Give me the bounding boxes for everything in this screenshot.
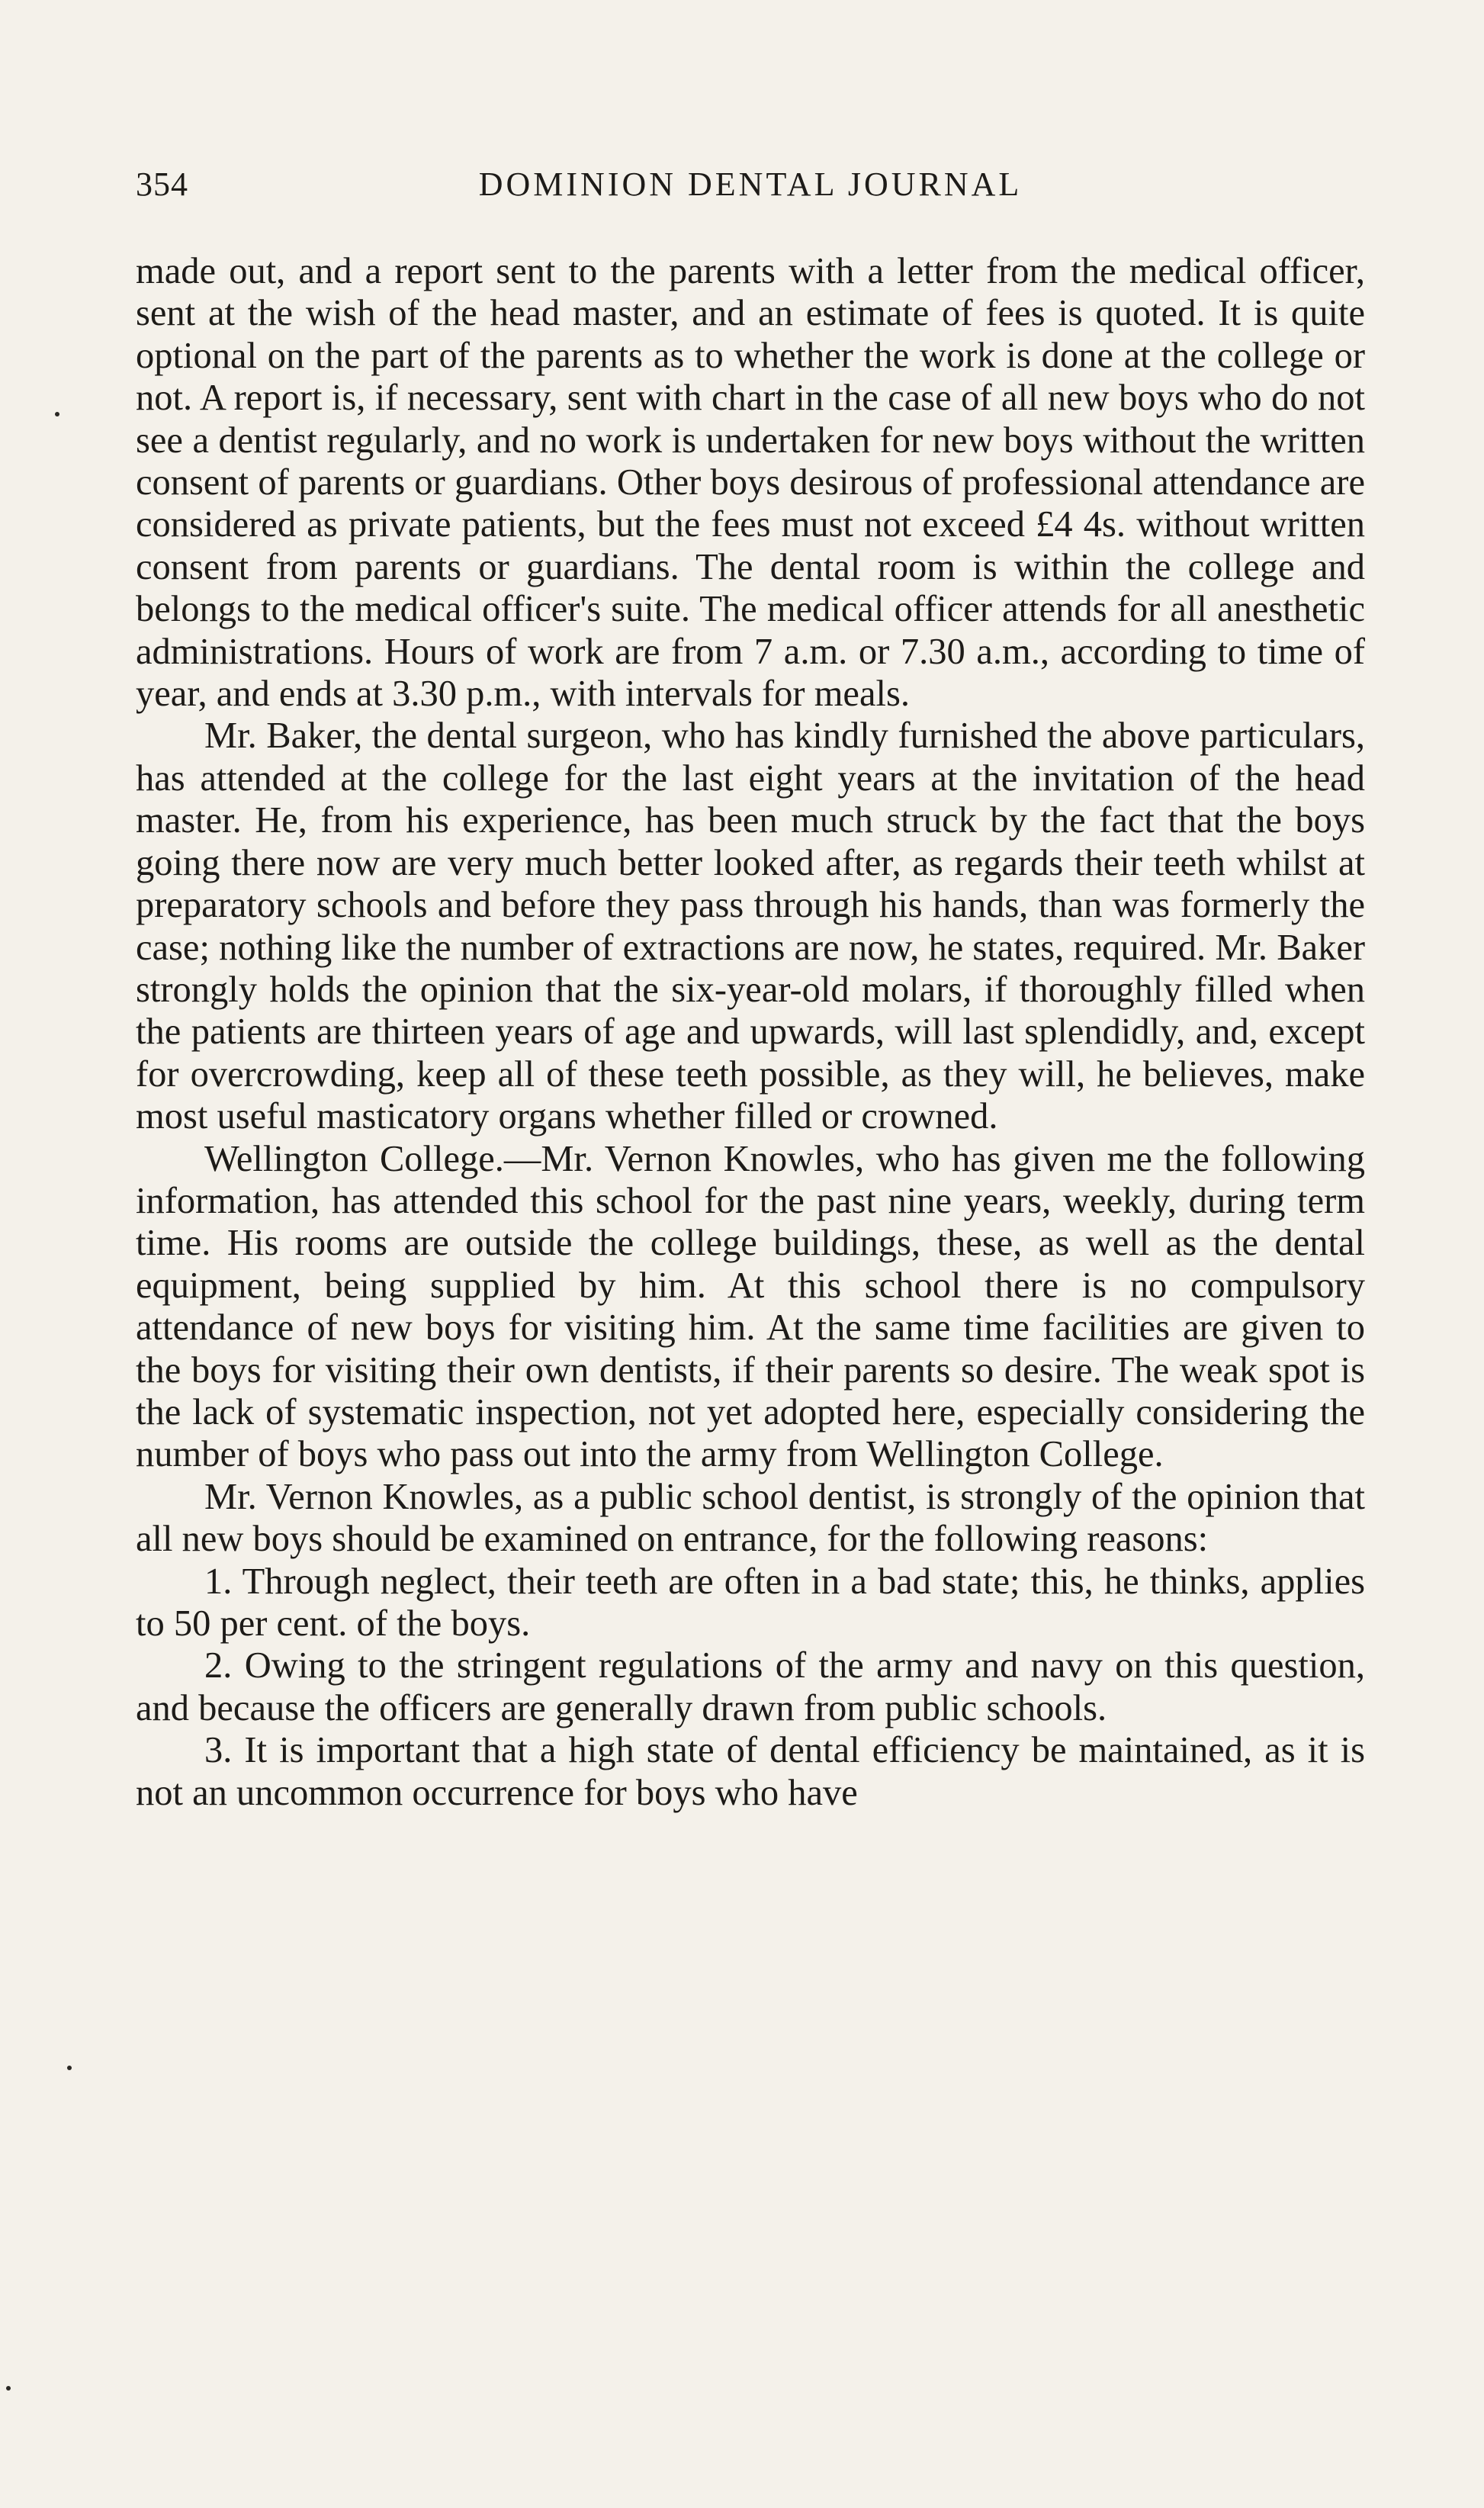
reason-3: 3. It is important that a high state of dental efficiency be maintained, as it is not an uncommon occurrence for boys who have	[136, 1730, 1365, 1813]
article-body	[136, 250, 1365, 1814]
running-head	[136, 150, 1365, 218]
journal-title: DOMINION DENTAL JOURNAL	[478, 166, 1023, 203]
paragraph-continuation: made out, and a report sent to the parents with a letter from the medical officer, sent at the wish of the head master, and an estimate of fees is quoted. It is quite optional on the part of the parents as to whether the work is done at the college or not. A report is, if necessary, sent with chart in the case of all new boys who do not see a dentist regularly, and no work is undertaken for new boys without the written consent of parents or guardians. Other boys desirous of professional attendance are considered as private patients, but the fees must not exceed £4 4s. without written consent from parents or guardians. The dental room is within the college and belongs to the medical officer's suite. The medical officer attends for all anesthetic administrations. Hours of work are from 7 a.m. or 7.30 a.m., according to time of year, and ends at 3.30 p.m., with intervals for meals.	[136, 251, 1365, 715]
paragraph-knowles-opinion: Mr. Vernon Knowles, as a public school dentist, is strongly of the opinion that all new boys should be examined on entrance, for the following reasons:	[136, 1476, 1365, 1560]
margin-dot	[67, 2066, 72, 2070]
reason-2: 2. Owing to the stringent regulations of the army and navy on this question, and because the officers are generally drawn from public schools.	[136, 1645, 1365, 1728]
paragraph-baker: Mr. Baker, the dental surgeon, who has kindly furnished the above particulars, has attended at the college for the last eight years at the invitation of the head master. He, from his experience, has been much struck by the fact that the boys going there now are very much better looked after, as regards their teeth whilst at preparatory schools and before they pass through his hands, than was formerly the case; nothing like the number of extractions are now, he states, required. Mr. Baker strongly holds the opinion that the six-year-old molars, if thoroughly filled when the patients are thirteen years of age and upwards, will last splendidly, and, except for overcrowding, keep all of these teeth possible, as they will, he believes, make most useful masticatory organs whether filled or crowned.	[136, 715, 1365, 1137]
reason-1: 1. Through neglect, their teeth are often in a bad state; this, he thinks, applies to 50 per cent. of the boys.	[136, 1561, 1365, 1644]
margin-dot	[6, 2386, 11, 2391]
paragraph-wellington: Wellington College.—Mr. Vernon Knowles, who has given me the following information, has attended this school for the past nine years, weekly, during term time. His rooms are outside the college buildings, these, as well as the dental equipment, being supplied by him. At this school there is no compulsory attendance of new boys for visiting him. At the same time facilities are given to the boys for visiting their own dentists, if their parents so desire. The weak spot is the lack of systematic inspection, not yet adopted here, especially considering the number of boys who pass out into the army from Wellington College.	[136, 1138, 1365, 1475]
page-number: 354	[136, 166, 188, 203]
margin-dot	[55, 412, 59, 416]
journal-page	[136, 150, 1365, 2423]
